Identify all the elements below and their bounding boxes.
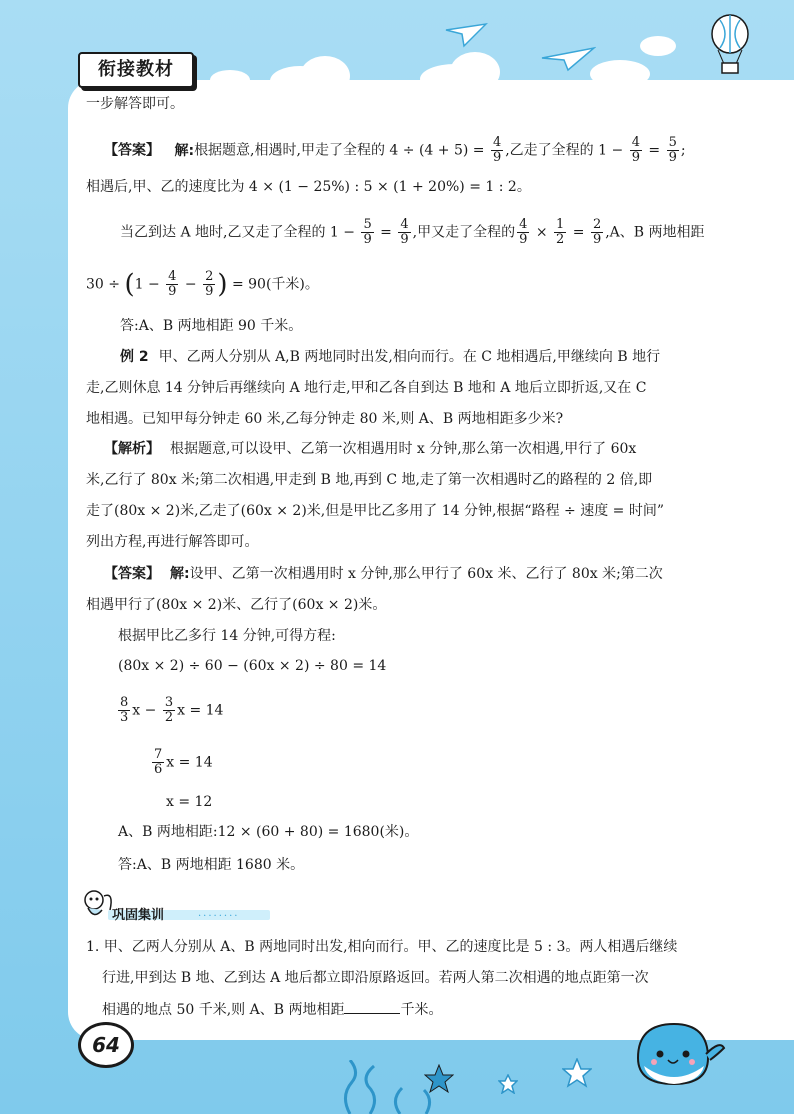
question-line: 行进,甲到达 B 地、乙到达 A 地后都立即沿原路返回。若两人第二次相遇的地点距第一次 bbox=[102, 970, 649, 986]
starfish-icon bbox=[424, 1064, 454, 1094]
answer-label: 【答案】 bbox=[104, 566, 160, 582]
text: ; bbox=[680, 142, 686, 159]
answer-label: 【答案】 bbox=[104, 142, 160, 159]
answer-blank[interactable] bbox=[344, 999, 400, 1014]
example-line: 地相遇。已知甲每分钟走 60 米,乙每分钟走 80 米,则 A、B 两地相距多少米? bbox=[86, 411, 564, 427]
analysis-label: 【解析】 bbox=[104, 441, 160, 457]
question-line: 相遇的地点 50 千米,则 A、B 两地相距 千米。 bbox=[102, 999, 442, 1020]
paper-plane-icon bbox=[444, 20, 488, 48]
fraction: $\frac{4}{9}$ bbox=[492, 135, 502, 165]
example-line: 例 2 甲、乙两人分别从 A,B 两地同时出发,相向而行。在 C 地相遇后,甲继续向 B 地行 bbox=[120, 349, 661, 365]
answer-line: 当乙到达 A 地时,乙又走了全程的 1 − $\frac{5}{9}$ = $\frac{4}{9}$ ,甲又走了全程的 $\frac{4}{9}$ × $\frac{1}{2}$ = $\frac{2}{9}$ ,A、B 两地相距 bbox=[120, 217, 705, 247]
answer-line: 30 ÷ (1 − $\frac{4}{9}$ − $\frac{2}{9}$ ) = 90(千米)。 bbox=[86, 269, 319, 300]
answer-line: 【答案】 解:设甲、乙第一次相遇用时 x 分钟,那么甲行了 60x 米、乙行了 80x 米;第二次 bbox=[104, 566, 663, 582]
equation: (80x × 2) ÷ 60 − (60x × 2) ÷ 80 = 14 bbox=[118, 658, 387, 674]
answer-final: 答:A、B 两地相距 1680 米。 bbox=[118, 857, 305, 873]
answer-lead: 解: bbox=[174, 142, 195, 159]
answer-line: A、B 两地相距:12 × (60 + 80) = 1680(米)。 bbox=[118, 824, 419, 840]
paragraph: 一步解答即可。 bbox=[86, 96, 184, 112]
fraction: $\frac{5}{9}$ bbox=[668, 135, 677, 165]
answer-line: 相遇后,甲、乙的速度比为 4 × (1 − 25%) : 5 × (1 + 20%) = 1 : 2。 bbox=[86, 179, 531, 195]
analysis-line: 米,乙行了 80x 米;第二次相遇,甲走到 B 地,再到 C 地,走了第一次相遇时乙的路程的 2 倍,即 bbox=[86, 472, 653, 488]
equation: $\frac{8}{3}$ x − $\frac{3}{2}$ x = 14 bbox=[120, 695, 224, 725]
section-title: 巩固集训 bbox=[112, 908, 165, 923]
analysis-line: 列出方程,再进行解答即可。 bbox=[86, 534, 259, 550]
answer-line: 相遇甲行了(80x × 2)米、乙行了(60x × 2)米。 bbox=[86, 597, 387, 613]
example-label: 例 2 bbox=[120, 349, 149, 365]
whale-icon bbox=[630, 1018, 726, 1092]
equation: $\frac{7}{6}$ x = 14 bbox=[154, 747, 213, 777]
answer-final: 答:A、B 两地相距 90 千米。 bbox=[120, 318, 303, 334]
paper-plane-icon bbox=[540, 44, 596, 72]
example-line: 走,乙则休息 14 分钟后再继续向 A 地行走,甲和乙各自到达 B 地和 A 地后立即折返,又在 C bbox=[86, 380, 647, 396]
text: ,乙走了全程的 1 − bbox=[505, 142, 628, 159]
equation: x = 12 bbox=[166, 794, 213, 810]
answer-line: 根据甲比乙多行 14 分钟,可得方程: bbox=[118, 628, 336, 644]
text: 根据题意,相遇时,甲走了全程的 4 ÷ (4 + 5) = bbox=[194, 142, 489, 159]
section-dots: ........ bbox=[198, 908, 240, 919]
fraction: $\frac{4}{9}$ bbox=[631, 135, 640, 165]
starfish-icon bbox=[498, 1074, 518, 1094]
starfish-icon bbox=[562, 1058, 592, 1088]
answer-line bbox=[104, 136, 686, 165]
text: = bbox=[643, 142, 665, 159]
question-line: 1. 甲、乙两人分别从 A、B 两地同时出发,相向而行。甲、乙的速度比是 5 : 3。两人相遇后继续 bbox=[86, 939, 678, 955]
header-tag: 衔接教材 bbox=[78, 52, 194, 88]
page-number: 64 bbox=[78, 1022, 134, 1068]
hot-air-balloon-icon bbox=[706, 14, 754, 76]
analysis-line: 走了(80x × 2)米,乙走了(60x × 2)米,但是甲比乙多用了 14 分钟,根据“路程 ÷ 速度 = 时间” bbox=[86, 503, 664, 519]
analysis-line: 【解析】 根据题意,可以设甲、乙第一次相遇用时 x 分钟,那么第一次相遇,甲行了 60x bbox=[104, 441, 637, 457]
